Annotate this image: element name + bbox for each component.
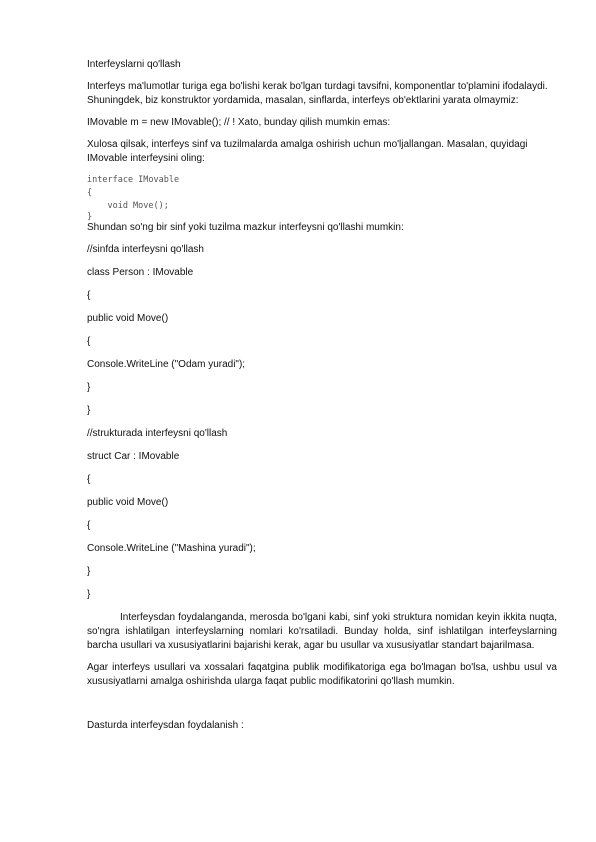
code-block xyxy=(87,174,557,221)
struct-example-line: { xyxy=(87,474,91,485)
inheritance-paragraph: Interfeysdan foydalanganda, merosda bo'lgani kabi, sinf yoki struktura nomidan keyin ikkita nuqta, so'ngra ishlatilgan interfeyslarning nomlari ko'rsatiladi. Bunday holda, sinf ishlatilgan interfeyslarning barcha usullari va xususiyatlarini bajarishi kerak, agar bu usullar va xususiyatlar standart bajarilmasa. xyxy=(87,612,557,651)
modifier-paragraph: Agar interfeys usullari va xossalari faqatgina publik modifikatoriga ega bo'lmagan bo'lsa, ushbu usul va xususiyatlarni amalga oshirishda ularga faqat public modifikatorini qo'llash mumkin. xyxy=(87,662,557,687)
class-example-line: public void Move() xyxy=(87,313,169,324)
struct-example-line: Console.WriteLine ("Mashina yuradi"); xyxy=(87,543,256,554)
paragraph-spacer xyxy=(87,697,557,719)
struct-example-line: public void Move() xyxy=(87,497,169,508)
struct-example-line: struct Car : IMovable xyxy=(87,451,180,462)
code-line: { xyxy=(87,188,93,198)
class-example-line: { xyxy=(87,290,91,301)
class-example-line: } xyxy=(87,382,91,393)
code-line: interface IMovable xyxy=(87,175,180,185)
document-page xyxy=(87,58,557,741)
usage-heading: Dasturda interfeysdan foydalanish : xyxy=(87,720,244,731)
error-example-line: IMovable m = new IMovable(); // ! Xato, bunday qilish mumkin emas: xyxy=(87,117,391,128)
class-example-line: { xyxy=(87,336,91,347)
struct-example-line: } xyxy=(87,589,91,600)
conclusion-paragraph: Xulosa qilsak, interfeys sinf va tuzilmalarda amalga oshirish uchun mo'ljallangan. Masalan, quyidagi IMovable interfeysini oling: xyxy=(87,139,528,164)
class-example-line: //sinfda interfeysni qo'llash xyxy=(87,244,204,255)
code-line: void Move(); xyxy=(87,201,169,211)
class-example xyxy=(87,243,557,418)
class-example-line: } xyxy=(87,405,91,416)
then-paragraph: Shundan so'ng bir sinf yoki tuzilma mazkur interfeysni qo'llashi mumkin: xyxy=(87,222,404,233)
struct-example-line: //strukturada interfeysni qo'llash xyxy=(87,428,228,439)
struct-example-line: } xyxy=(87,566,91,577)
document-title: Interfeyslarni qo'llash xyxy=(87,59,181,70)
intro-paragraph: Interfeys ma'lumotlar turiga ega bo'lishi kerak bo'lgan turdagi tavsifni, komponentlar to'plamini ifodalaydi. Shuningdek, biz konstruktor yordamida, masalan, sinflarda, interfeys ob'ektlarini yarata olmaymiz: xyxy=(87,81,548,106)
struct-example xyxy=(87,427,557,602)
class-example-line: class Person : IMovable xyxy=(87,267,194,278)
code-line: } xyxy=(87,212,93,222)
struct-example-line: { xyxy=(87,520,91,531)
class-example-line: Console.WriteLine ("Odam yuradi"); xyxy=(87,359,246,370)
